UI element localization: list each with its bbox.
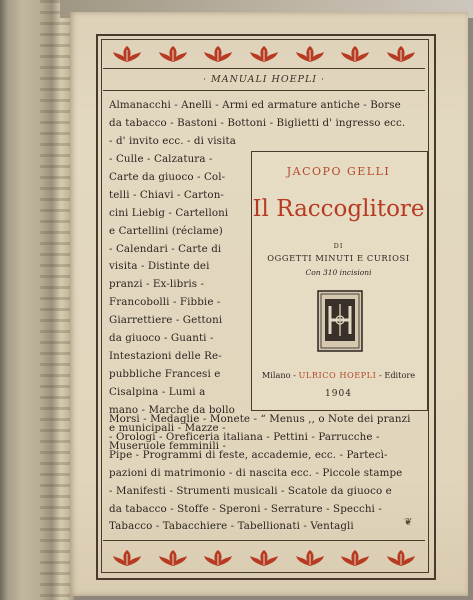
text-line: e Cartellini (réclame) (109, 224, 223, 237)
red-floral-ornament-icon (294, 44, 326, 64)
book-subtitle: OGGETTI MINUTI E CURIOSI (267, 253, 410, 263)
publication-year: 1904 (325, 389, 352, 399)
text-line: da tabacco - Bastoni - Bottoni - Biglietti d' ingresso ecc. (109, 116, 406, 129)
publisher-suffix: - Editore (378, 370, 416, 380)
text-line: - Orologi - Oreficeria italiana - Pettini - Parrucche - (109, 430, 380, 443)
text-line: da giuoco - Guanti - (109, 332, 214, 345)
bottom-ornament-band (104, 546, 424, 570)
red-floral-ornament-icon (385, 44, 417, 64)
text-line: - Calendari - Carte di (109, 242, 222, 255)
publisher-city: Milano - (261, 370, 296, 380)
text-line: pubbliche Francesi e (109, 367, 221, 380)
text-line: pazioni di matrimonio - di nascita ecc. - Piccole stampe (109, 466, 403, 479)
subtitle-di: DI (333, 242, 344, 250)
body-text-top (109, 97, 405, 151)
series-label: MANUALI HOEPLI (210, 74, 318, 85)
body-text-bottom (109, 411, 411, 536)
red-floral-ornament-icon (385, 548, 417, 568)
publisher-line (251, 370, 426, 380)
text-line: da tabacco - Stoffe - Speroni - Serrature - Specchi - (109, 502, 382, 515)
text-line: e municipali - Mazze - (109, 421, 226, 434)
fleuron-icon: ❦ (404, 517, 413, 528)
red-floral-ornament-icon (248, 548, 280, 568)
red-floral-ornament-icon (111, 548, 143, 568)
top-ornament-band (104, 42, 424, 66)
book-title: Il Raccoglitore (252, 196, 425, 222)
torn-edge (40, 0, 70, 600)
text-line: cini Liebig - Cartelloni (109, 206, 229, 219)
text-line: Morsi - Medaglie - Monete - “ Menus ,, o Note dei pranzi (109, 413, 411, 425)
text-line: telli - Chiavi - Carton- (109, 188, 225, 201)
author-name: JACOPO GELLI (286, 165, 391, 178)
publisher-name: ULRICO HOEPLI (298, 370, 377, 380)
red-floral-ornament-icon (157, 44, 189, 64)
text-line: Museruole femminili - (109, 439, 227, 452)
text-line: pranzi - Ex-libris - (109, 278, 205, 291)
text-line: Tabacco - Tabacchiere - Tabellionati - Ventagli (109, 520, 354, 533)
body-text-left (109, 151, 235, 455)
text-line: Giarrettiere - Gettoni (109, 314, 223, 327)
text-line: Francobolli - Fibbie - (109, 296, 221, 309)
text-line: Intestazioni delle Re- (109, 349, 222, 362)
red-floral-ornament-icon (202, 548, 234, 568)
red-floral-ornament-icon (248, 44, 280, 64)
red-floral-ornament-icon (111, 44, 143, 64)
ornament-divider (103, 68, 425, 69)
red-floral-ornament-icon (339, 44, 371, 64)
red-floral-ornament-icon (339, 548, 371, 568)
text-line: - Culle - Calzatura - (109, 153, 213, 165)
red-floral-ornament-icon (157, 548, 189, 568)
text-line: Cisalpina - Lumi a (109, 385, 206, 398)
text-line: - d' invito ecc. - di visita (109, 134, 236, 147)
hoepli-printer-mark-icon (317, 290, 363, 352)
text-line: - Manifesti - Strumenti musicali - Scatole da giuoco e (109, 484, 392, 497)
red-floral-ornament-icon (294, 548, 326, 568)
text-line: Almanacchi - Anelli - Armi ed armature antiche - Borse (109, 99, 401, 111)
illustrations-note: Con 310 incisioni (305, 268, 372, 277)
ornament-divider-bottom (103, 540, 425, 541)
text-line: Pipe - Programmi di feste, accademie, ecc. - Partecì- (109, 448, 388, 461)
text-line: visita - Distinte dei (109, 260, 210, 273)
text-line: Carte da giuoco - Col- (109, 170, 226, 183)
series-title: · MANUALI HOEPLI · (202, 74, 326, 85)
text-line: mano - Marche da bollo (109, 403, 235, 416)
red-floral-ornament-icon (202, 44, 234, 64)
series-divider (103, 90, 425, 91)
